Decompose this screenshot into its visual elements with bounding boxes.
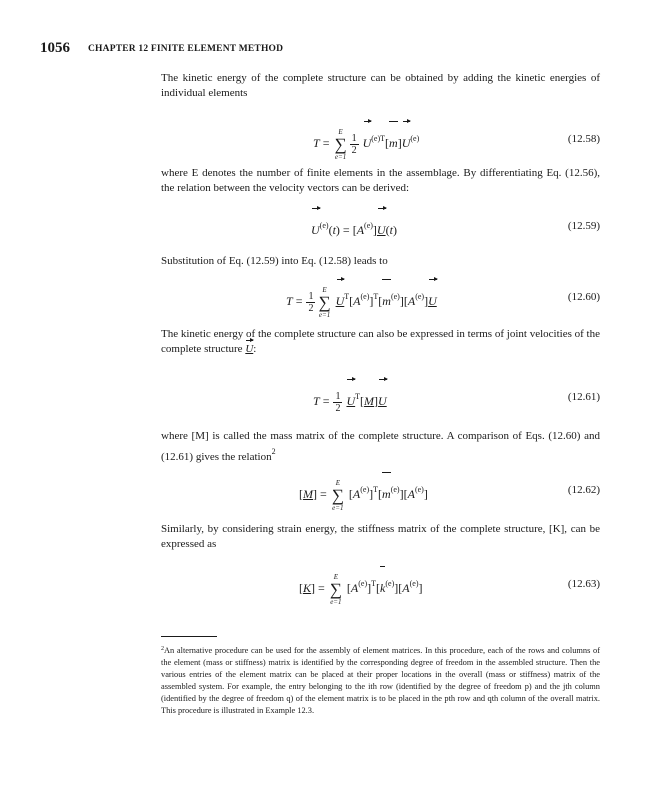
equation-number: (12.59): [567, 220, 600, 232]
paragraph-differentiation: where E denotes the number of finite elements in the assemblage. By differentiating Eq. (12.56), the relation between the velocity vectors can be derived:: [161, 167, 600, 194]
footnote-mark: 2: [161, 646, 164, 652]
equation-12-58: [161, 119, 600, 159]
equation-12-60-expression: T = $\frac{1}{2}$ E ∑ e=1 $U^T[A^{(e)}]^T[m^{(e)}][A^{(e)}]U$: [286, 277, 437, 321]
inline-velocity-vector: U: [245, 343, 254, 355]
chapter-title: CHAPTER 12 FINITE ELEMENT METHOD: [88, 44, 284, 54]
equation-12-61: [161, 377, 600, 417]
equation-12-59-expression: $U^{(e)}(t) = [A^{(e)}]U(t)$: [311, 206, 397, 250]
paragraph-mass-matrix: where [M] is called the mass matrix of the complete structure. A comparison of Eqs. (12.60) and (12.61) gives the relation$^2$: [161, 430, 600, 463]
equation-12-59: [161, 206, 600, 246]
equation-number: (12.63): [567, 578, 600, 590]
summation-symbol: E ∑ e=1: [318, 285, 331, 319]
paragraph-joint-velocities: The kinetic energy of the complete structure can also be expressed in terms of joint velocities of the complete structure U:: [161, 328, 600, 355]
equation-number: (12.62): [567, 484, 600, 496]
paragraph-kinetic-energy-intro: The kinetic energy of the complete structure can be obtained by adding the kinetic energies of individual elements: [161, 72, 600, 99]
summation-symbol: E ∑ e=1: [334, 127, 347, 161]
page-number: 1056: [40, 40, 70, 56]
summation-symbol: E ∑ e=1: [331, 478, 344, 512]
equation-12-63: [161, 564, 600, 604]
equation-12-60: [161, 277, 600, 317]
paragraph-stiffness-matrix: Similarly, by considering strain energy, the stiffness matrix of the complete structure, [K], can be expressed as: [161, 523, 600, 550]
fraction-half: $\frac{1}{2}$: [351, 132, 357, 156]
equation-12-61-expression: T = $\frac{1}{2}$ $U^T[M]U$: [313, 377, 387, 421]
equation-number: (12.61): [567, 391, 600, 403]
fraction-half: $\frac{1}{2}$: [335, 390, 341, 414]
fraction-half: $\frac{1}{2}$: [308, 290, 314, 314]
paragraph-substitution: Substitution of Eq. (12.59) into Eq. (12.58) leads to: [161, 255, 388, 267]
equation-12-62: [161, 470, 600, 510]
footnote-divider: [161, 636, 217, 637]
summation-symbol: E ∑ e=1: [329, 572, 342, 606]
equation-12-62-expression: [M] = E ∑ e=1 $[A^{(e)}]^T[m^{(e)}][A^{(e)}]$: [299, 470, 428, 514]
footnote: [161, 643, 600, 717]
equation-12-58-expression: T = E ∑ e=1 $\frac{1}{2}$ $U^{(e)T}[m]U^{(e)}$: [313, 119, 419, 163]
equation-12-63-expression: [K] = E ∑ e=1 $[A^{(e)}]^T[k^{(e)}][A^{(e)}]$: [299, 564, 423, 608]
footnote-text: An alternative procedure can be used for the assembly of element matrices. In this procedure, each of the rows and columns of the element (mass or stiffness) matrix is identified by the corresponding degree of freedom in the assembled structure. Then the various entries of the element matrix can be placed at their proper locations in the overall (mass or stiffness) matrix of the assembled system. For example, the entry belonging to the ith row (identified by the degree of freedom p) and the jth column (identified by the degree of freedom q) of the element matrix is to be placed in the pth row and qth column of the overall matrix. This procedure is illustrated in Example 12.3.: [161, 646, 600, 715]
equation-number: (12.60): [567, 291, 600, 303]
equation-number: (12.58): [567, 133, 600, 145]
footnote-reference: 2: [271, 447, 276, 456]
